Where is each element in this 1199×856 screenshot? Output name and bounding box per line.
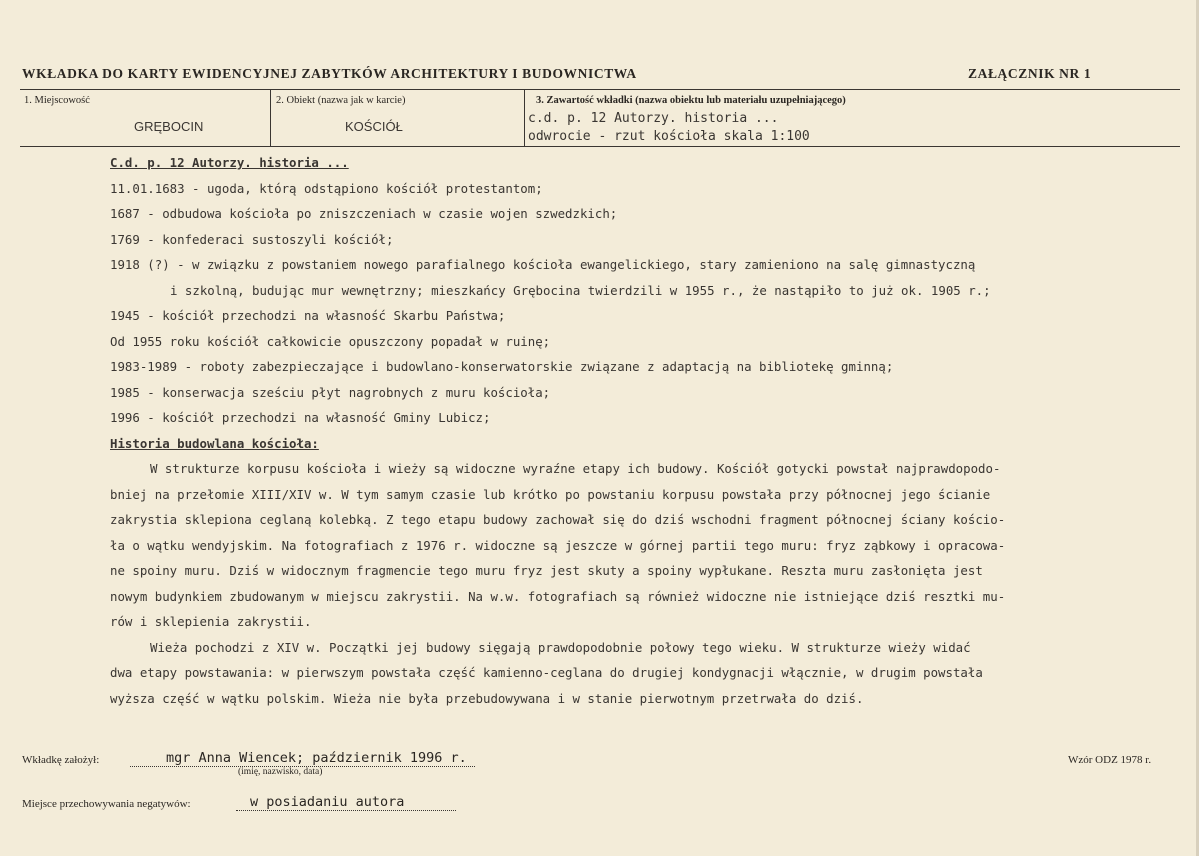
field-divider-1 <box>270 90 271 146</box>
object-value: KOŚCIÓŁ <box>345 119 403 134</box>
para1-line-3: zakrystia sklepiona ceglaną kolebką. Z tego etapu budowy zachował się do dziś wschodni fragment północnej ściany kościo- <box>110 512 1006 527</box>
heading-building-history: Historia budowlana kościoła: <box>110 435 319 451</box>
para2-line-1: Wieża pochodzi z XIV w. Początki jej budowy sięgają prawdopodobnie połowy tego wieku. W strukturze wieży widać <box>150 639 971 655</box>
history-line-3: 1769 - konfederaci sustoszyli kościół; <box>110 231 394 247</box>
history-line-7: Od 1955 roku kościół całkowicie opuszczony popadał w ruinę; <box>110 333 551 349</box>
object-label: 2. Obiekt (nazwa jak w karcie) <box>276 95 406 106</box>
author-hint: (imię, nazwisko, data) <box>238 767 323 777</box>
storage-value: w posiadaniu autora <box>250 794 405 810</box>
para1-line-1: W strukturze korpusu kościoła i wieży są widoczne wyraźne etapy ich budowy. Kościół gotycki powstał najprawdopodo- <box>150 461 1001 476</box>
author-label: Wkładkę założył: <box>22 754 100 766</box>
locality-label: 1. Miejscowość <box>24 95 90 106</box>
document-title: WKŁADKA DO KARTY EWIDENCYJNEJ ZABYTKÓW ARCHITEKTURY I BUDOWNICTWA <box>22 66 637 81</box>
header-rule-bottom <box>20 146 1180 147</box>
history-line-8: 1983-1989 - roboty zabezpieczające i budowlano-konserwatorskie związane z adaptacją na bibliotekę gminną; <box>110 359 894 374</box>
storage-label: Miejsce przechowywania negatywów: <box>22 798 191 810</box>
para1-line-6: nowym budynkiem zbudowanym w miejscu zakrystii. Na w.w. fotografiach są również widoczne nie istniejące dziś resztki mu- <box>110 588 1006 604</box>
history-line-9: 1985 - konserwacja sześciu płyt nagrobnych z muru kościoła; <box>110 384 551 400</box>
para1-line-5: ne spoiny muru. Dziś w widocznym fragmencie tego muru fryz jest skuty a spoiny wypłukane. Reszta muru zasłonięta jest <box>110 563 983 578</box>
contents-line-2: odwrocie - rzut kościoła skala 1:100 <box>528 129 810 144</box>
history-line-5: i szkolną, budując mur wewnętrzny; mieszkańcy Grębocina twierdzili w 1955 r., że nastąpiło to już ok. 1905 r.; <box>170 282 991 298</box>
contents-label: 3. Zawartość wkładki (nazwa obiektu lub materiału uzupełniającego) <box>536 95 846 106</box>
history-line-2: 1687 - odbudowa kościoła po zniszczeniach w czasie wojen szwedzkich; <box>110 206 618 221</box>
para1-line-7: rów i sklepienia zakrystii. <box>110 614 312 629</box>
header-rule-top <box>20 89 1180 90</box>
para2-line-3: wyższa część w wątku polskim. Wieża nie była przebudowywana i w stanie pierwotnym przetrwała do dziś. <box>110 690 864 706</box>
locality-value: GRĘBOCIN <box>134 119 204 134</box>
history-line-4: 1918 (?) - w związku z powstaniem nowego parafialnego kościoła ewangelickiego, stary zamieniono na salę gimnastyczną <box>110 257 976 272</box>
history-line-6: 1945 - kościół przechodzi na własność Skarbu Państwa; <box>110 308 506 323</box>
history-body <box>110 150 1110 711</box>
heading-history-continued: C.d. p. 12 Autorzy. historia ... <box>110 155 349 170</box>
para1-line-2: bniej na przełomie XIII/XIV w. W tym samym czasie lub krótko po powstaniu korpusu powstała przy północnej jego ścianie <box>110 486 991 502</box>
history-line-1: 11.01.1683 - ugoda, którą odstąpiono kościół protestantom; <box>110 180 543 196</box>
storage-dotted-line <box>236 810 456 811</box>
author-value: mgr Anna Wiencek; październik 1996 r. <box>166 750 467 766</box>
field-divider-2 <box>524 90 525 146</box>
form-pattern: Wzór ODZ 1978 r. <box>1068 754 1152 766</box>
para1-line-4: ła o wątku wendyjskim. Na fotografiach z 1976 r. widoczne są jeszcze w górnej partii tego muru: fryz ząbkowy i opracowa- <box>110 537 1006 553</box>
para2-line-2: dwa etapy powstawania: w pierwszym powstała część kamienno-ceglana do drugiej kondygnacji włącznie, w drugim powstała <box>110 665 983 680</box>
contents-line-1: c.d. p. 12 Autorzy. historia ... <box>528 111 779 126</box>
history-line-10: 1996 - kościół przechodzi na własność Gminy Lubicz; <box>110 410 491 425</box>
annex-number: ZAŁĄCZNIK NR 1 <box>968 66 1092 81</box>
